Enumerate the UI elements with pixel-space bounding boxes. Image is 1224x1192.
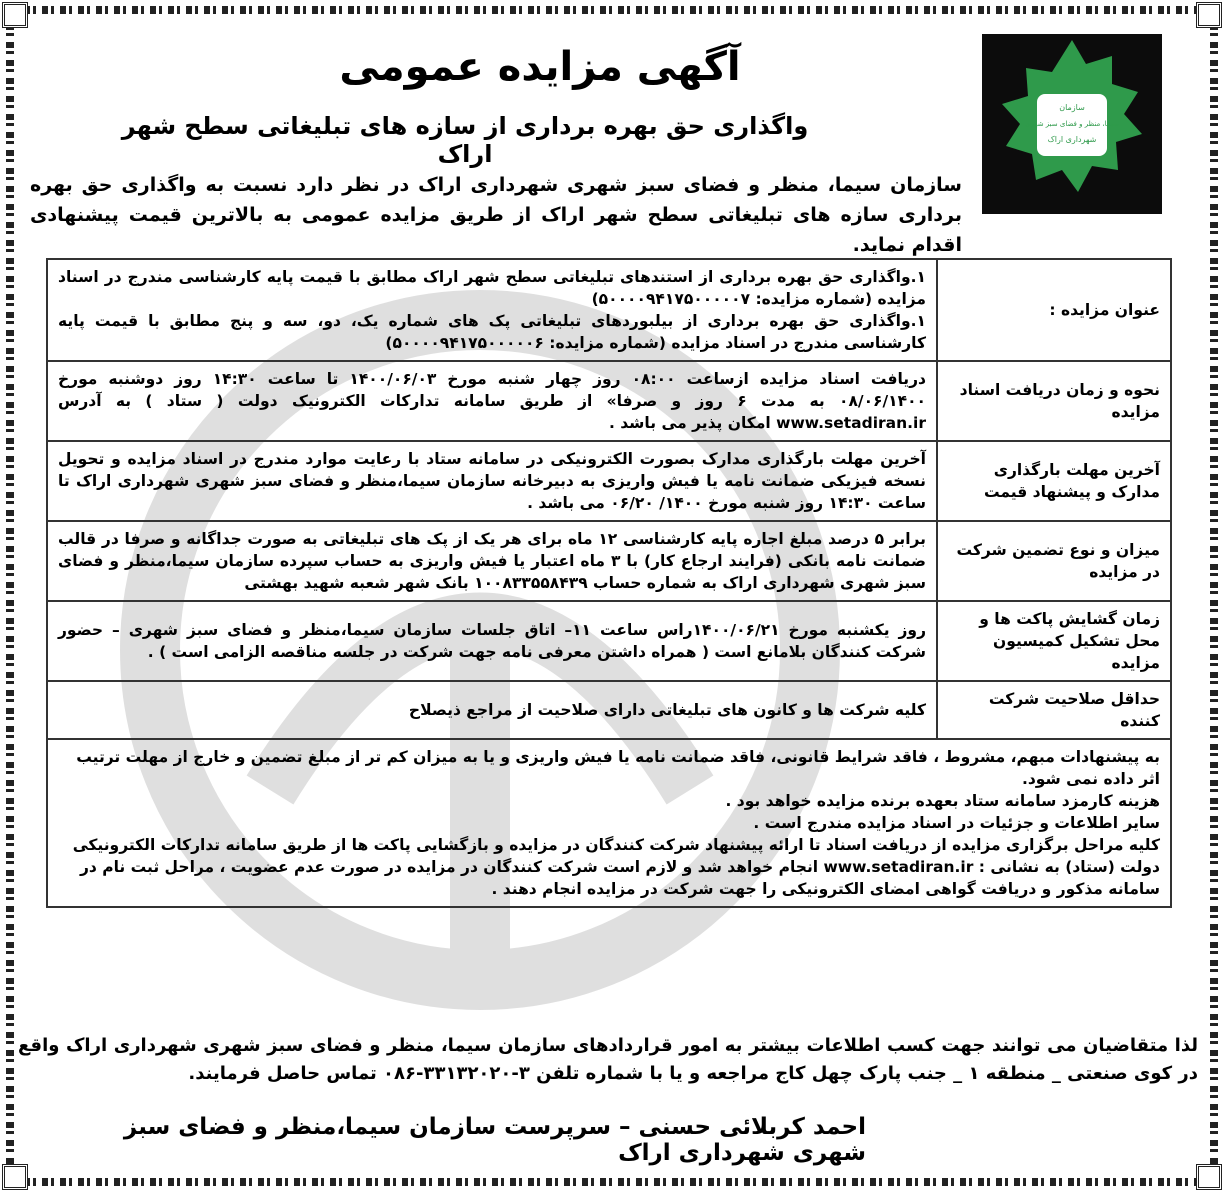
row-value: روز یکشنبه مورخ ۱۴۰۰/۰۶/۲۱راس ساعت ۱۱– اتاق جلسات سازمان سیما،منظر و فضای سبز شهری – حضور شرکت کنندگان بلامانع است ( همراه داشتن معرفی نامه جهت شرکت در جلسه مناقصه الزامی است ) . [47,601,937,681]
note-line: به پیشنهادات مبهم، مشروط ، فاقد شرایط قانونی، فاقد ضمانت نامه یا فیش واریزی و یا به میزان کم تر از مبلغ تضمین و خارج از مهلت ترتیب اثر داده نمی شود. [76,748,1160,788]
row-value: ۱.واگذاری حق بهره برداری از استندهای تبلیغاتی سطح شهر اراک مطابق با قیمت پایه کارشناسی مندرج در اسناد مزایده (شماره مزایده: ۵۰۰۰۰۹۴۱۷۵۰۰۰۰۰۷) ۱.واگذاری حق بهره برداری از بیلبوردهای تبلیغاتی پک های شماره یک، دو، سه و پنج مطابق با قیمت پایه کارشناسی مندرج در اسناد مزایده (شماره مزایده: ۵۰۰۰۰۹۴۱۷۵۰۰۰۰۰۶) [47,259,937,361]
intro-paragraph: سازمان سیما، منظر و فضای سبز شهری شهرداری اراک در نظر دارد نسبت به واگذاری حق بهره برداری سازه های تبلیغاتی سطح شهر اراک از طریق مزایده عمومی به بالاترین قیمت پیشنهادی اقدام نماید. [30,174,962,256]
row-label: حداقل صلاحیت شرکت کننده [937,681,1171,739]
table-row [47,601,1171,681]
row-label: نحوه و زمان دریافت اسناد مزایده [937,361,1171,441]
row-label: عنوان مزایده : [937,259,1171,361]
table-row-notes [47,739,1171,907]
organization-logo [982,34,1162,214]
table-row [47,259,1171,361]
contact-paragraph: لذا متقاضیان می توانند جهت کسب اطلاعات بیشتر به امور قراردادهای سازمان سیما، منظر و فضای سبز شهری شهرداری اراک واقع در کوی صنعتی _ منطقه ۱ _ جنب پارک چهل کاج مراجعه و یا با شماره تلفن ۳-۳۳۱۳۲۰۲۰-۰۸۶ تماس حاصل فرمایند. [18,1035,1198,1084]
auction-details-table [46,258,1172,908]
signature: احمد کربلائی حسنی – سرپرست سازمان سیما،منظر و فضای سبز شهری شهرداری اراک [123,1114,866,1166]
row-value: دریافت اسناد مزایده ازساعت ۰۸:۰۰ روز چهار شنبه مورخ ۱۴۰۰/۰۶/۰۳ تا ساعت ۱۴:۳۰ روز دوشنبه مورخ ۰۸/۰۶/۱۴۰۰ به مدت ۶ روز و صرفا» از طریق سامانه تدارکات الکترونیک دولت ( ستاد ) به آدرس www.setadiran.ir امکان پذیر می باشد . [47,361,937,441]
row-label: میزان و نوع تضمین شرکت در مزایده [937,521,1171,601]
note-line: هزینه کارمزد سامانه ستاد بعهده برنده مزایده خواهد بود . [725,792,1160,810]
row-label: زمان گشایش پاکت ها و محل تشکیل کمیسیون مزایده [937,601,1171,681]
svg-text:سازمان: سازمان [1059,103,1085,112]
svg-text:سیما، منظر و فضای سبز شهری: سیما، منظر و فضای سبز شهری [1025,120,1119,128]
svg-text:شهرداری اراک: شهرداری اراک [1047,135,1097,144]
note-line: کلیه مراحل برگزاری مزایده از دریافت اسناد تا ارائه پیشنهاد شرکت کنندگان در مزایده و بازگشایی پاکت ها از طریق سامانه تدارکات الکترونیکی دولت (ستاد) به نشانی : www.setadiran.ir انجام خواهد شد و لازم است شرکت کنندگان در مزایده در صورت عدم عضویت ، مراحل ثبت نام در سامانه مذکور و دریافت گواهی امضای الکترونیکی را جهت شرکت در مزایده انجام دهند . [72,836,1160,898]
row-label: آخرین مهلت بارگذاری مدارک و پیشنهاد قیمت [937,441,1171,521]
row-value: کلیه شرکت ها و کانون های تبلیغاتی دارای صلاحیت از مراجع ذیصلاح [47,681,937,739]
page-title: آگهی مزایده عمومی [339,44,741,90]
table-row [47,521,1171,601]
table-row [47,361,1171,441]
row-value: آخرین مهلت بارگذاری مدارک بصورت الکترونیکی در سامانه ستاد با رعایت موارد مندرج در اسناد مزایده و تحویل نسخه فیزیکی ضمانت نامه یا فیش واریزی به دبیرخانه سازمان سیما،منظر و فضای سبز شهری شهرداری اراک تا ساعت ۱۴:۳۰ روز شنبه مورخ ۱۴۰۰/ ۰۶/۲۰ می باشد . [47,441,937,521]
notes-cell [47,739,1171,907]
note-line: سایر اطلاعات و جزئیات در اسناد مزایده مندرج است . [753,814,1160,832]
table-row [47,441,1171,521]
row-value: برابر ۵ درصد مبلغ اجاره پایه کارشناسی ۱۲ ماه برای هر یک از پک های تبلیغاتی به صورت جداگانه و صرفا در قالب ضمانت نامه بانکی (فرایند ارجاع کار) با ۳ ماه اعتبار یا فیش واریزی به حساب سپرده سازمان سیما،منظر و فضای سبز شهری شهرداری اراک به شماره حساب ۱۰۰۸۳۳۵۵۸۴۳۹ بانک شهر شعبه شهید بهشتی [47,521,937,601]
page-subtitle: واگذاری حق بهره برداری از سازه های تبلیغاتی سطح شهر اراک [121,112,809,168]
table-row [47,681,1171,739]
